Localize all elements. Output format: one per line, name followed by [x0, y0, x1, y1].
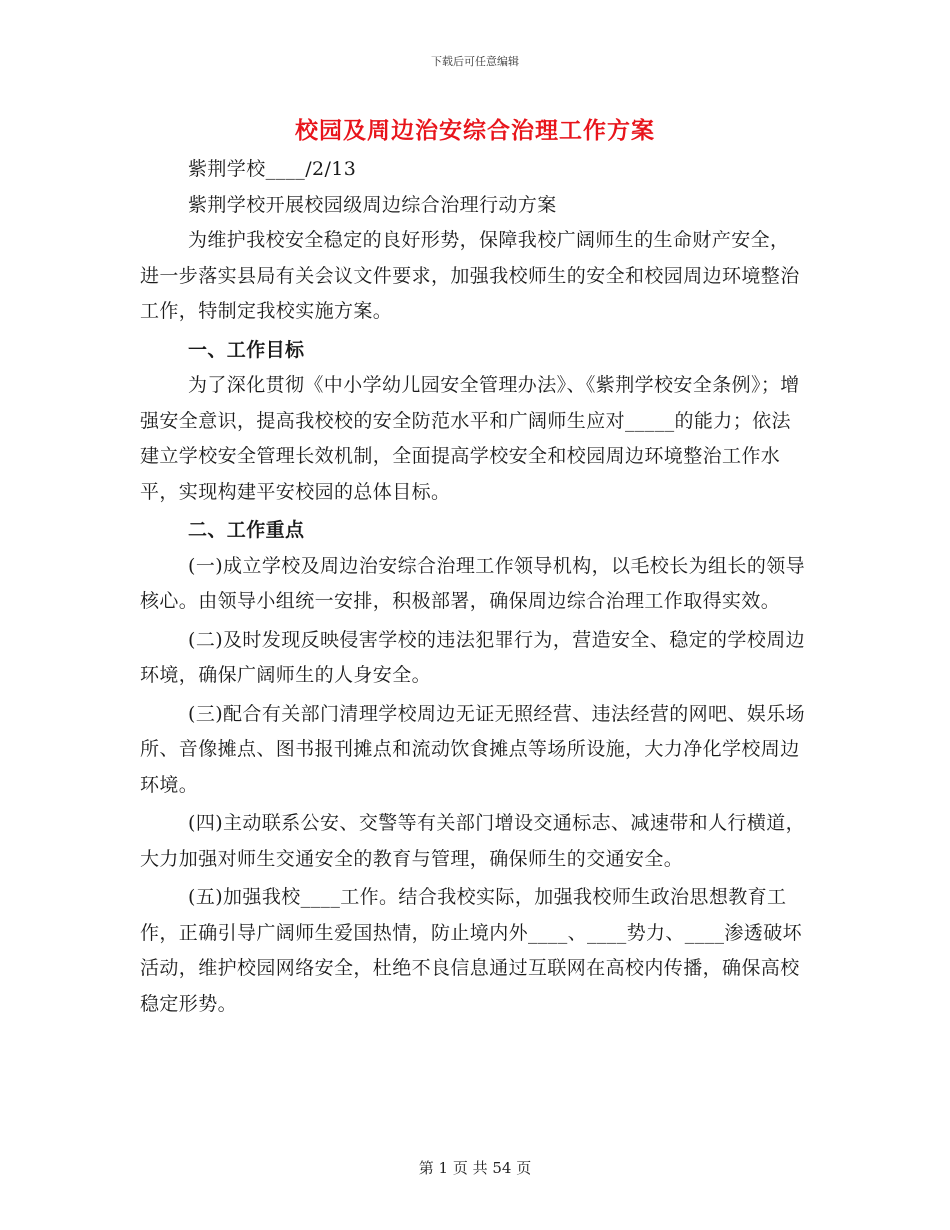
- document-title: 校园及周边治安综合治理工作方案: [295, 117, 655, 144]
- goals-paragraph: 为了深化贯彻《中小学幼儿园安全管理办法》、《紫荆学校安全条例》；增强安全意识，提高我校校的安全防范水平和广阔师生应对_____的能力；依法建立学校安全管理长效机制，全面提高学校安全和校园周边环境整治工作水平，实现构建平安校园的总体目标。: [140, 374, 800, 503]
- section-heading-focus: 二、工作重点: [188, 519, 305, 541]
- date-line: 紫荆学校____/2/13: [188, 158, 357, 180]
- page-header: 下载后可任意编辑: [431, 55, 519, 68]
- focus-item-3: (三)配合有关部门清理学校周边无证无照经营、违法经营的网吧、娱乐场所、音像摊点、图书报刊摊点和流动饮食摊点等场所设施，大力净化学校周边环境。: [140, 702, 806, 796]
- focus-item-1: (一)成立学校及周边治安综合治理工作领导机构，以毛校长为组长的领导核心。由领导小组统一安排，积极部署，确保周边综合治理工作取得实效。: [140, 554, 806, 612]
- focus-item-2: (二)及时发现反映侵害学校的违法犯罪行为，营造安全、稳定的学校周边环境，确保广阔师生的人身安全。: [140, 628, 806, 686]
- focus-item-4: (四)主动联系公安、交警等有关部门增设交通标志、减速带和人行横道，大力加强对师生交通安全的教育与管理，确保师生的交通安全。: [140, 812, 806, 870]
- focus-item-5: (五)加强我校____工作。结合我校实际，加强我校师生政治思想教育工作，正确引导广阔师生爱国热情，防止境内外____、____势力、____渗透破坏活动，维护校园网络安全，杜绝不良信息通过互联网在高校内传播，确保高校稳定形势。: [140, 886, 803, 1015]
- intro-paragraph: 为维护我校安全稳定的良好形势，保障我校广阔师生的生命财产安全，进一步落实县局有关会议文件要求，加强我校师生的安全和校园周边环境整治工作，特制定我校实施方案。: [140, 229, 800, 322]
- page-footer: 第 1 页 共 54 页: [418, 1159, 532, 1177]
- section-heading-goals: 一、工作目标: [188, 338, 305, 361]
- document-body: [140, 152, 808, 1022]
- subtitle-line: 紫荆学校开展校园级周边综合治理行动方案: [188, 193, 557, 216]
